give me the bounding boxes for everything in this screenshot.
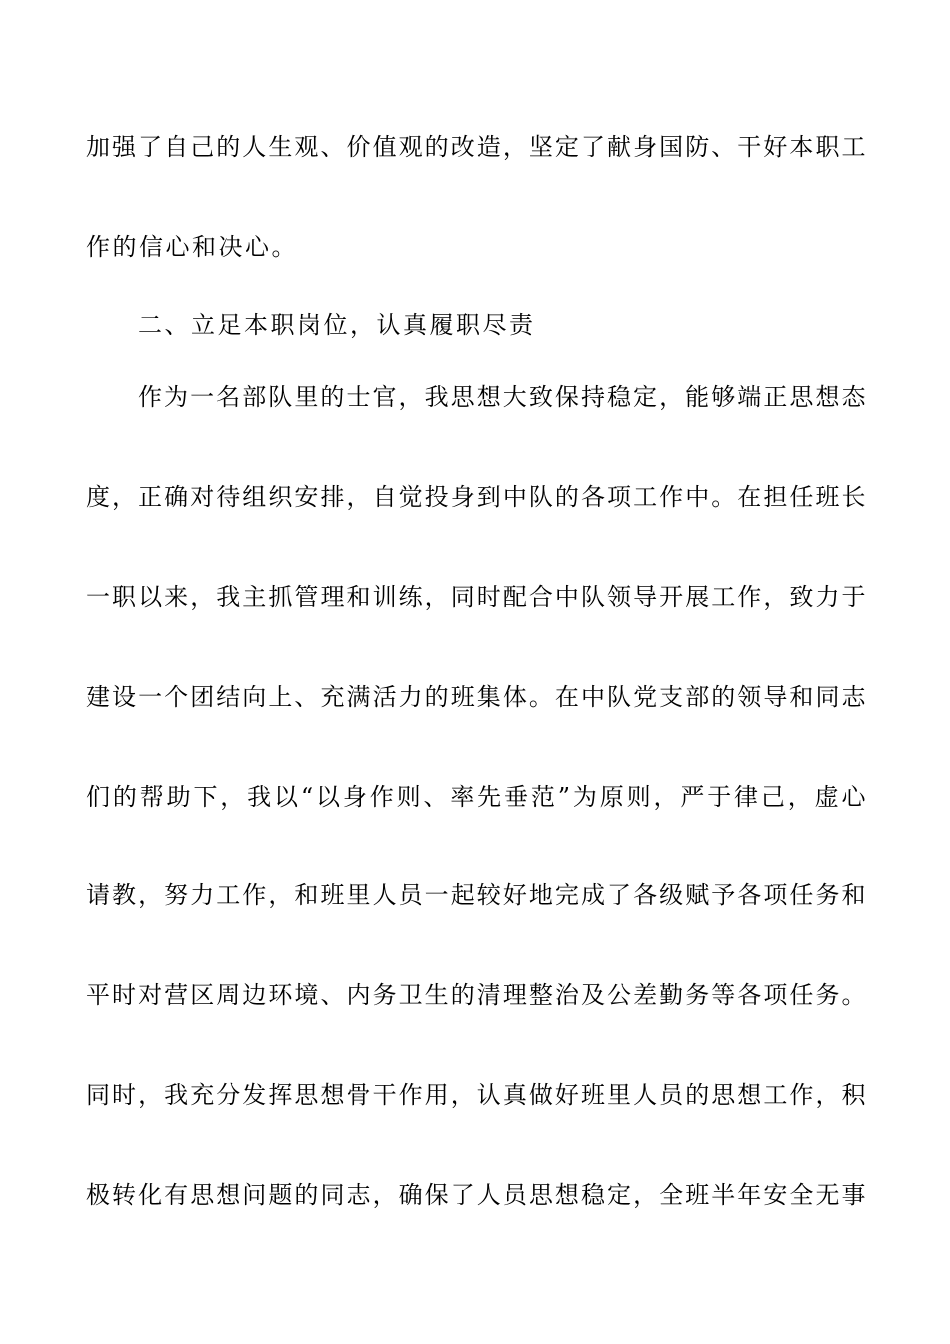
paragraph-line: 一职以来，我主抓管理和训练，同时配合中队领导开展工作，致力于 xyxy=(86,583,866,611)
paragraph-line: 加强了自己的人生观、价值观的改造，坚定了献身国防、干好本职工 xyxy=(86,133,866,161)
paragraph-line: 请教，努力工作，和班里人员一起较好地完成了各级赋予各项任务和 xyxy=(86,881,866,909)
paragraph-line: 度，正确对待组织安排，自觉投身到中队的各项工作中。在担任班长 xyxy=(86,483,866,511)
paragraph-line: 建设一个团结向上、充满活力的班集体。在中队党支部的领导和同志 xyxy=(86,683,866,711)
paragraph-line: 作为一名部队里的士官，我思想大致保持稳定，能够端正思想态 xyxy=(138,383,866,411)
paragraph-line: 极转化有思想问题的同志，确保了人员思想稳定，全班半年安全无事 xyxy=(86,1181,866,1209)
paragraph-line: 作的信心和决心。 xyxy=(86,233,298,261)
paragraph-line: 平时对营区周边环境、内务卫生的清理整治及公差勤务等各项任务。 xyxy=(86,981,866,1009)
paragraph-line: 同时，我充分发挥思想骨干作用，认真做好班里人员的思想工作，积 xyxy=(86,1081,866,1109)
paragraph-line: 们的帮助下，我以“以身作则、率先垂范”为原则，严于律己，虚心 xyxy=(86,783,866,811)
section-heading: 二、立足本职岗位，认真履职尽责 xyxy=(138,311,536,339)
